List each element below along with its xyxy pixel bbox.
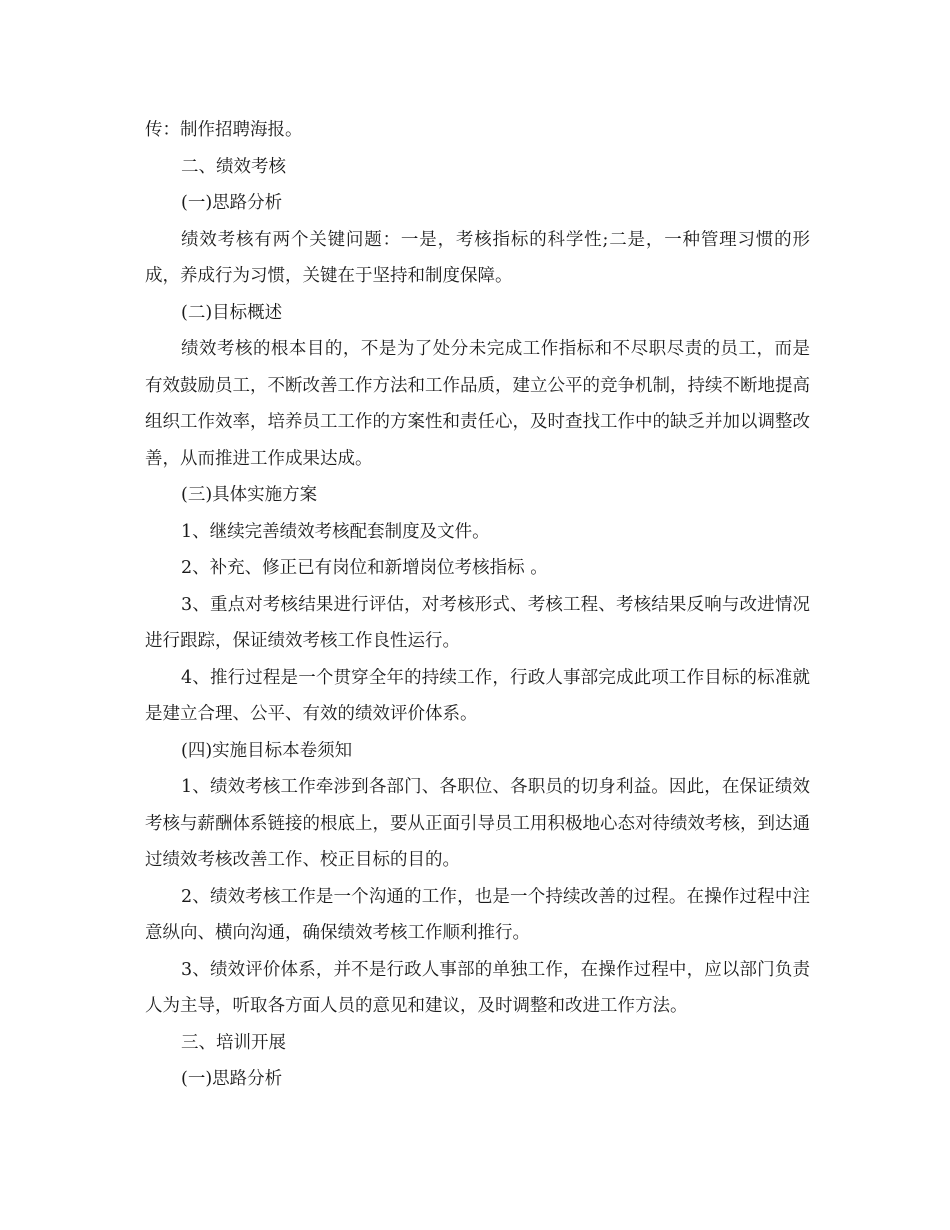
document-body bbox=[145, 112, 810, 1098]
section-heading-performance: 二、绩效考核 bbox=[181, 156, 286, 177]
paragraph: 绩效考核有两个关键问题：一是，考核指标的科学性;二是，一种管理习惯的形成，养成行为习惯，关键在于坚持和制度保障。 bbox=[145, 229, 810, 286]
list-item: 1、绩效考核工作牵涉到各部门、各职位、各职员的切身利益。因此，在保证绩效考核与薪酬体系链接的根底上，要从正面引导员工用积极地心态对待绩效考核，到达通过绩效考核改善工作、校正目标的目的。 bbox=[145, 777, 810, 870]
list-item: 2、补充、修正已有岗位和新增岗位考核指标 。 bbox=[181, 558, 548, 578]
paragraph-continuation: 传：制作招聘海报。 bbox=[145, 120, 303, 140]
subheading-implementation-plan: (三)具体实施方案 bbox=[181, 485, 318, 505]
subheading-analysis: (一)思路分析 bbox=[181, 1069, 283, 1089]
list-item: 4、推行过程是一个贯穿全年的持续工作，行政人事部完成此项工作目标的标准就是建立合理、公平、有效的绩效评价体系。 bbox=[145, 667, 810, 724]
list-item: 3、绩效评价体系，并不是行政人事部的单独工作，在操作过程中，应以部门负责人为主导，听取各方面人员的意见和建议，及时调整和改进工作方法。 bbox=[145, 959, 810, 1016]
subheading-analysis: (一)思路分析 bbox=[181, 193, 283, 213]
list-item: 2、绩效考核工作是一个沟通的工作，也是一个持续改善的过程。在操作过程中注意纵向、横向沟通，确保绩效考核工作顺利推行。 bbox=[145, 886, 810, 943]
list-item: 1、继续完善绩效考核配套制度及文件。 bbox=[181, 521, 490, 542]
subheading-notes: (四)实施目标本卷须知 bbox=[181, 740, 353, 761]
paragraph: 绩效考核的根本目的，不是为了处分未完成工作指标和不尽职尽责的员工，而是有效鼓励员工，不断改善工作方法和工作品质，建立公平的竞争机制，持续不断地提高组织工作效率，培养员工工作的方案性和责任心，及时查找工作中的缺乏并加以调整改善，从而推进工作成果达成。 bbox=[145, 339, 810, 469]
subheading-goal-overview: (二)目标概述 bbox=[181, 302, 283, 323]
section-heading-training: 三、培训开展 bbox=[181, 1032, 286, 1053]
list-item: 3、重点对考核结果进行评估，对考核形式、考核工程、考核结果反响与改进情况进行跟踪，保证绩效考核工作良性运行。 bbox=[145, 594, 810, 651]
